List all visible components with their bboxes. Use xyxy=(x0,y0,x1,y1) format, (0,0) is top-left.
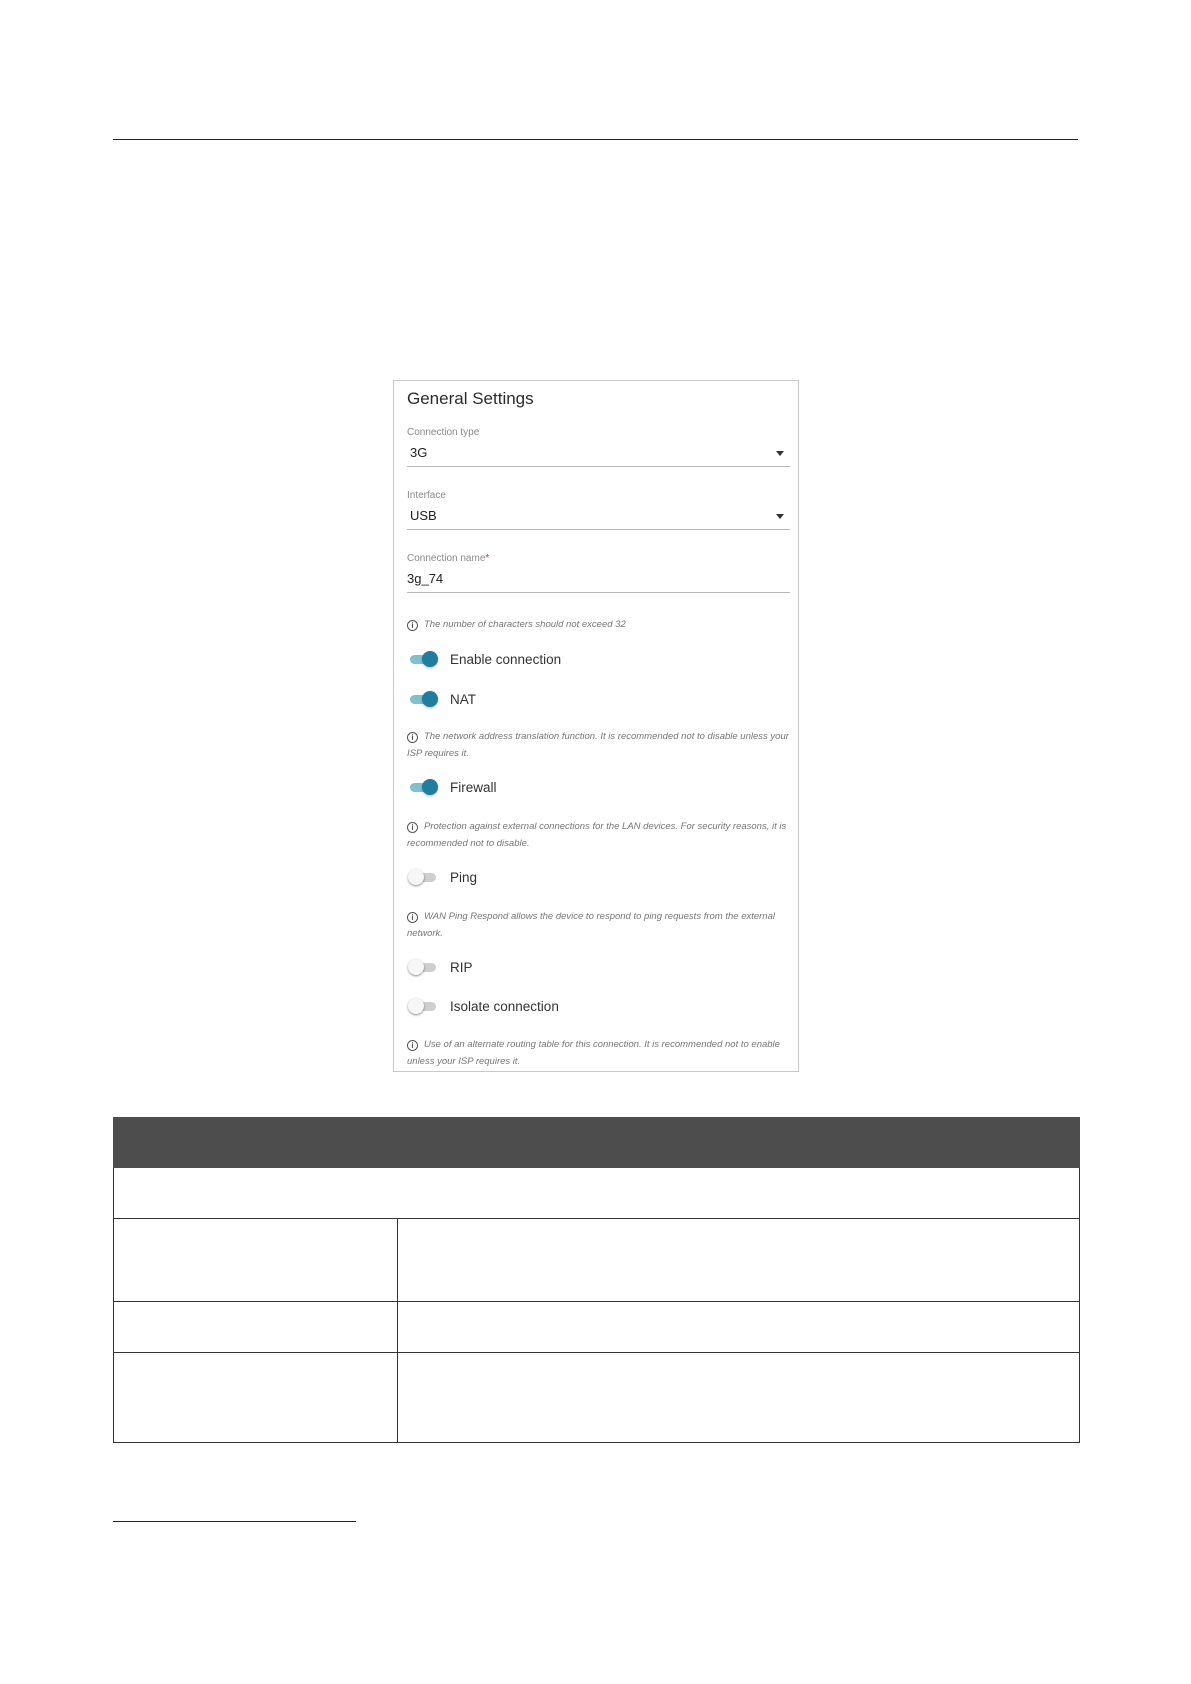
hint-connection-name: i The number of characters should not exceed 32 xyxy=(407,616,792,633)
enable-connection-toggle[interactable] xyxy=(408,648,561,670)
header-rule xyxy=(113,139,1078,140)
connection-name-field[interactable] xyxy=(407,552,790,593)
table-row xyxy=(114,1353,1080,1443)
required-mark: * xyxy=(485,553,490,564)
table-cell xyxy=(114,1219,398,1302)
hint-firewall: i Protection against external connections for the LAN devices. For security reasons, it is recommended not to disable. xyxy=(407,821,787,849)
interface-value[interactable] xyxy=(407,503,790,530)
connection-type-select[interactable] xyxy=(407,426,790,467)
nat-switch[interactable] xyxy=(408,689,438,709)
connection-name-label: Connection name* xyxy=(407,553,490,564)
table-header-row xyxy=(114,1118,1080,1168)
info-icon: i xyxy=(407,732,418,743)
enable-connection-switch[interactable] xyxy=(408,649,438,669)
connection-type-label: Connection type xyxy=(407,427,480,438)
nat-toggle[interactable] xyxy=(408,688,476,710)
table-row xyxy=(114,1219,1080,1302)
firewall-label: Firewall xyxy=(450,779,497,795)
rip-switch[interactable] xyxy=(408,957,438,977)
connection-type-text: 3G xyxy=(410,445,428,460)
connection-name-input[interactable]: 3g_74 xyxy=(407,566,790,593)
panel-title: General Settings xyxy=(407,389,534,408)
isolate-connection-switch[interactable] xyxy=(408,996,438,1016)
hint-isolate: i Use of an alternate routing table for this connection. It is recommended not to enable unless your ISP requires it. xyxy=(407,1039,780,1067)
rip-label: RIP xyxy=(450,959,473,975)
caret-down-icon[interactable] xyxy=(776,451,784,456)
firewall-switch[interactable] xyxy=(408,777,438,797)
info-icon: i xyxy=(407,822,418,833)
ping-switch[interactable] xyxy=(408,867,438,887)
nat-label: NAT xyxy=(450,691,476,707)
description-table xyxy=(113,1117,1080,1443)
interface-select[interactable] xyxy=(407,489,790,530)
table-row xyxy=(114,1168,1080,1219)
ping-label: Ping xyxy=(450,869,478,885)
interface-text: USB xyxy=(410,508,437,523)
isolate-connection-label: Isolate connection xyxy=(450,998,559,1014)
table-cell xyxy=(398,1302,1080,1353)
rip-toggle[interactable] xyxy=(408,956,473,978)
enable-connection-label: Enable connection xyxy=(450,651,562,667)
firewall-toggle[interactable] xyxy=(408,776,497,798)
info-icon: i xyxy=(407,912,418,923)
footnote-rule xyxy=(113,1521,356,1522)
interface-label: Interface xyxy=(407,490,446,501)
table-cell xyxy=(114,1302,398,1353)
table-header-cell xyxy=(114,1118,1080,1168)
hint-ping: i WAN Ping Respond allows the device to respond to ping requests from the external network. xyxy=(407,911,775,939)
table-cell xyxy=(114,1168,1080,1219)
table-cell xyxy=(398,1353,1080,1443)
table-cell xyxy=(398,1219,1080,1302)
caret-down-icon[interactable] xyxy=(776,514,784,519)
connection-type-value[interactable] xyxy=(407,440,790,467)
general-settings-panel xyxy=(393,380,799,1072)
table-cell xyxy=(114,1353,398,1443)
ping-toggle[interactable] xyxy=(408,866,477,888)
info-icon: i xyxy=(407,620,418,631)
table-row xyxy=(114,1302,1080,1353)
info-icon: i xyxy=(407,1040,418,1051)
hint-nat: i The network address translation function. It is recommended not to disable unless your ISP requires it. xyxy=(407,731,789,759)
isolate-connection-toggle[interactable] xyxy=(408,995,559,1017)
